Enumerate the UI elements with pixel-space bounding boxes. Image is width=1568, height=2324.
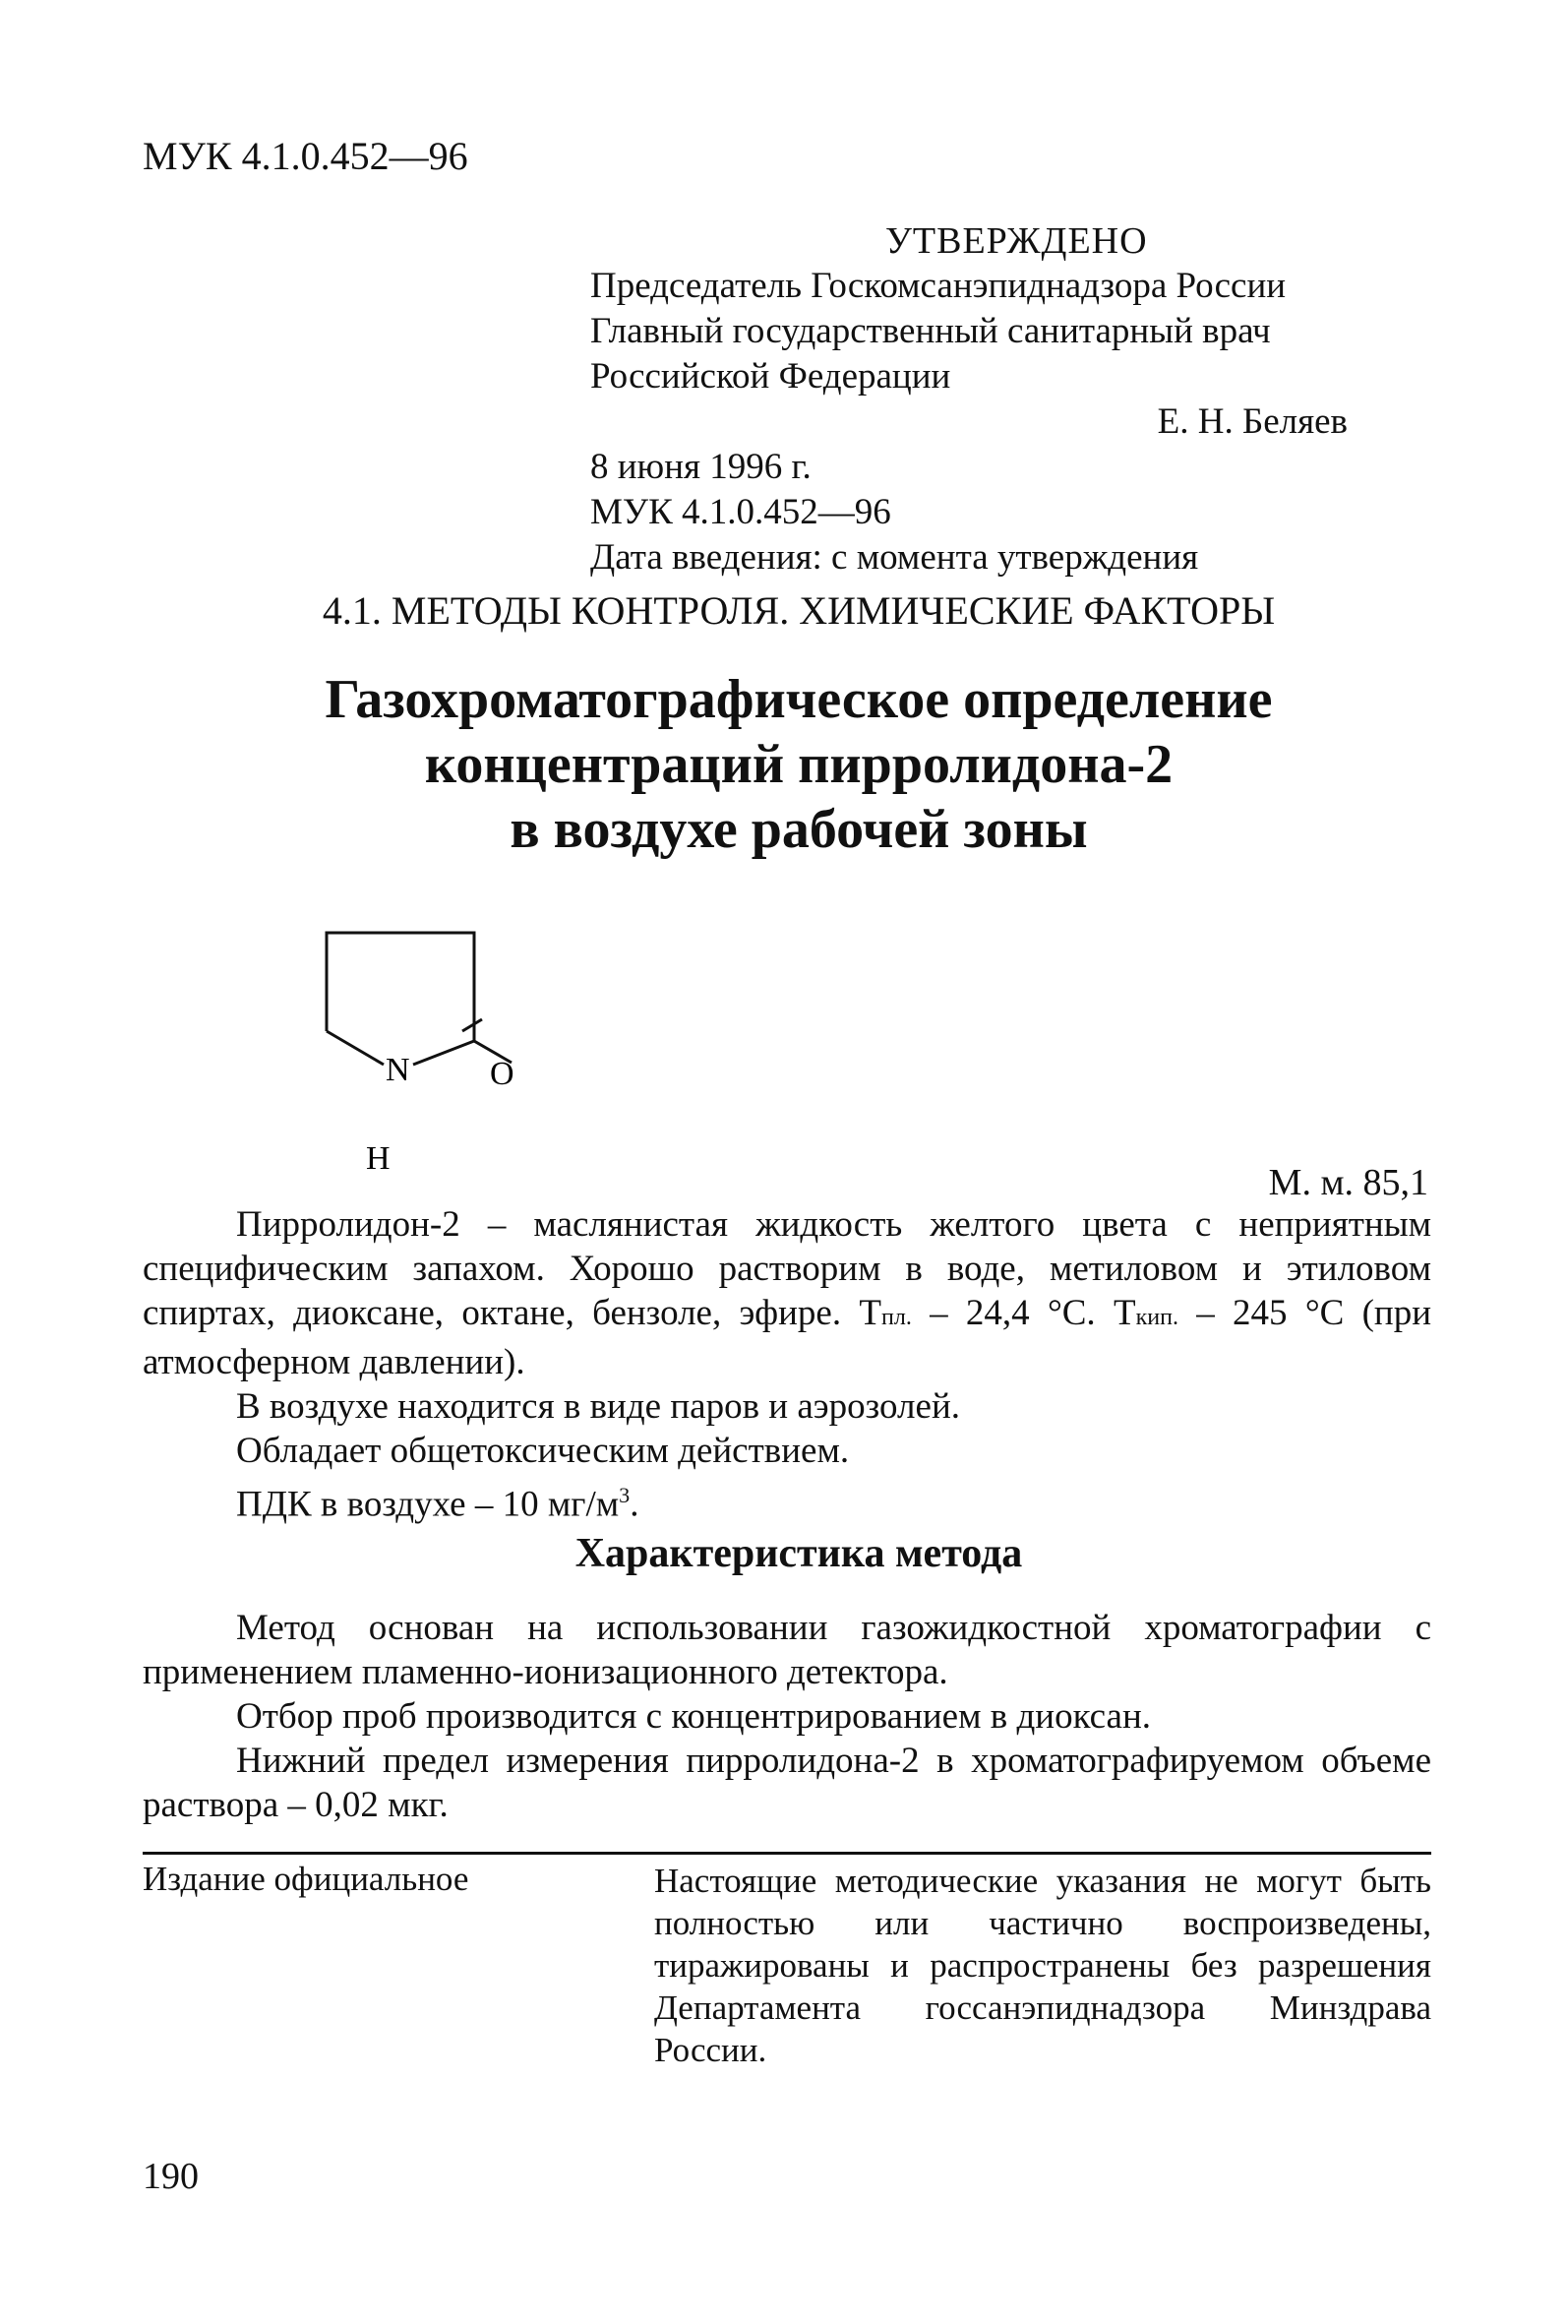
method-paragraph-1: Метод основан на использовании газожидкостной хроматографии с применением пламенно-ионизационного детектора. xyxy=(143,1608,1431,1692)
hydrogen-label: H xyxy=(366,1140,391,1171)
method-section-title: Характеристика метода xyxy=(574,1531,1023,1576)
mac-unit-exponent: 3 xyxy=(619,1483,631,1507)
substance-description xyxy=(143,1202,1431,1526)
oxygen-label: O xyxy=(490,1056,514,1092)
section-header: 4.1. МЕТОДЫ КОНТРОЛЯ. ХИМИЧЕСКИЕ ФАКТОРЫ xyxy=(322,588,1276,633)
nitrogen-label: N xyxy=(386,1052,410,1088)
approval-date: 8 июня 1996 г. xyxy=(590,447,812,487)
approval-code: МУК 4.1.0.452—96 xyxy=(590,492,891,532)
approval-title: УТВЕРЖДЕНО xyxy=(885,220,1148,262)
footer-divider xyxy=(143,1852,1431,1855)
description-text-b: – 24,4 °С. Т xyxy=(911,1293,1136,1333)
air-state-paragraph: В воздухе находится в виде паров и аэрозолей. xyxy=(236,1386,960,1427)
approval-line-2: Главный государственный санитарный врач xyxy=(590,311,1271,351)
title-line-3: в воздухе рабочей зоны xyxy=(510,799,1088,860)
method-paragraph-3: Нижний предел измерения пирролидона-2 в хроматографируемом объеме раствора – 0,02 мкг. xyxy=(143,1741,1431,1825)
molecular-mass: М. м. 85,1 xyxy=(1268,1162,1428,1203)
mac-paragraph xyxy=(143,1473,1431,1526)
approval-signatory: Е. Н. Беляев xyxy=(1157,401,1348,442)
method-description xyxy=(143,1606,1431,1827)
approval-line-1: Председатель Госкомсанэпиднадзора России xyxy=(590,266,1287,306)
page-number: 190 xyxy=(143,2156,199,2197)
approval-effective-date: Дата введения: с момента утверждения xyxy=(590,537,1199,578)
structural-formula xyxy=(315,915,531,1171)
mac-period: . xyxy=(630,1484,639,1525)
toxicity-paragraph: Обладает общетоксическим действием. xyxy=(236,1431,850,1471)
description-paragraph xyxy=(143,1202,1431,1384)
description-text-a: Пирролидон-2 – маслянистая жидкость желтого цвета с неприятным специфическим запахом. Хорошо растворим в воде, метиловом и этиловом спиртах, диоксане, октане, бензоле, эфире. Т xyxy=(143,1204,1431,1333)
melting-point-subscript: пл. xyxy=(880,1305,912,1330)
mac-text: ПДК в воздухе – 10 мг/м xyxy=(236,1484,620,1525)
title-line-2: концентраций пирролидона-2 xyxy=(424,734,1174,795)
approval-line-3: Российской Федерации xyxy=(590,356,951,397)
official-edition-label: Издание официальное xyxy=(143,1860,469,1898)
title-line-1: Газохроматографическое определение xyxy=(325,669,1273,730)
document-title xyxy=(0,667,1568,862)
ring-bonds xyxy=(327,933,512,1065)
method-paragraph-2: Отбор проб производится с концентрированием в диоксан. xyxy=(236,1696,1152,1737)
description-text-c: – 245 °С (при атмосферном давлении). xyxy=(143,1293,1431,1382)
boiling-point-subscript: кип. xyxy=(1135,1305,1178,1330)
approval-block xyxy=(590,218,1357,581)
copyright-notice: Настоящие методические указания не могут быть полностью или частично воспроизведены, тиражированы и распространены без разрешения Департамента госсанэпиднадзора Минздрава России. xyxy=(654,1862,1431,2069)
document-code: МУК 4.1.0.452—96 xyxy=(143,134,468,178)
